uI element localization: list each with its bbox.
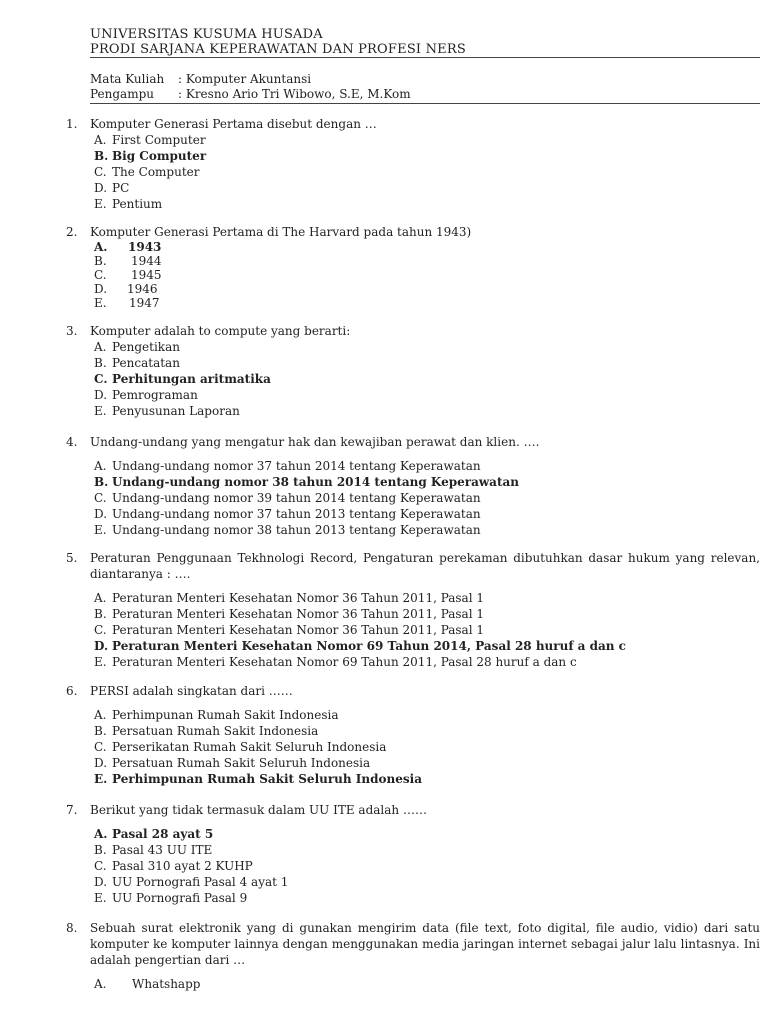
question-8 xyxy=(66,920,760,992)
option-d: D. Persatuan Rumah Sakit Seluruh Indonesia xyxy=(94,756,371,770)
option-a-answer: A. 1943 xyxy=(94,240,162,254)
question-text: Komputer adalah to compute yang berarti: xyxy=(90,324,351,338)
header-rule xyxy=(90,57,760,58)
question-text: Peraturan Penggunaan Tekhnologi Record, Pengaturan perekaman dibutuhkan dasar hukum yang relevan, diantaranya : …. xyxy=(90,551,760,581)
question-5 xyxy=(66,550,760,670)
question-text: Komputer Generasi Pertama di The Harvard pada tahun 1943) xyxy=(90,225,472,239)
university-name: UNIVERSITAS KUSUMA HUSADA xyxy=(90,27,323,42)
question-number: 7. xyxy=(66,803,78,817)
question-text: Berikut yang tidak termasuk dalam UU ITE adalah …… xyxy=(90,803,427,817)
option-b: B. Pencatatan xyxy=(94,356,180,370)
option-a: A. First Computer xyxy=(94,133,206,147)
document-header xyxy=(90,27,760,57)
option-b-answer: B. Big Computer xyxy=(94,149,207,163)
question-number: 1. xyxy=(66,117,78,131)
option-e: E. 1947 xyxy=(94,296,160,310)
option-b-answer: B. Undang-undang nomor 38 tahun 2014 tentang Keperawatan xyxy=(94,475,519,489)
question-4 xyxy=(66,434,760,538)
option-a: A. Undang-undang nomor 37 tahun 2014 tentang Keperawatan xyxy=(94,459,481,473)
lecturer-value: : Kresno Ario Tri Wibowo, S.E, M.Kom xyxy=(178,87,411,101)
option-d: D. Pemrograman xyxy=(94,388,198,402)
option-c: C. Pasal 310 ayat 2 KUHP xyxy=(94,859,253,873)
question-6 xyxy=(66,683,760,787)
question-7 xyxy=(66,802,760,906)
course-info xyxy=(90,72,411,102)
option-d: D. 1946 xyxy=(94,282,158,296)
option-d: D. UU Pornografi Pasal 4 ayat 1 xyxy=(94,875,289,889)
option-e-answer: E. Perhimpunan Rumah Sakit Seluruh Indonesia xyxy=(94,772,422,786)
question-number: 2. xyxy=(66,225,78,239)
option-e: E. Pentium xyxy=(94,197,163,211)
question-number: 8. xyxy=(66,921,78,935)
option-a: A. Whatshapp xyxy=(94,977,201,991)
option-c: C. The Computer xyxy=(94,165,200,179)
lecturer-label: Pengampu xyxy=(90,87,154,101)
meta-rule xyxy=(90,103,760,104)
option-d-answer: D. Peraturan Menteri Kesehatan Nomor 69 Tahun 2014, Pasal 28 huruf a dan c xyxy=(94,639,626,653)
option-c: C. Perserikatan Rumah Sakit Seluruh Indonesia xyxy=(94,740,387,754)
option-b: B. 1944 xyxy=(94,254,162,268)
option-b: B. Pasal 43 UU ITE xyxy=(94,843,213,857)
option-b: B. Peraturan Menteri Kesehatan Nomor 36 Tahun 2011, Pasal 1 xyxy=(94,607,484,621)
question-text: Komputer Generasi Pertama disebut dengan … xyxy=(90,117,377,131)
question-2 xyxy=(66,224,760,310)
question-1 xyxy=(66,116,760,212)
option-a-answer: A. Pasal 28 ayat 5 xyxy=(94,827,214,841)
option-a: A. Pengetikan xyxy=(94,340,180,354)
question-number: 3. xyxy=(66,324,78,338)
question-number: 5. xyxy=(66,551,78,565)
option-c-answer: C. Perhitungan aritmatika xyxy=(94,372,271,386)
option-a: A. Peraturan Menteri Kesehatan Nomor 36 Tahun 2011, Pasal 1 xyxy=(94,591,484,605)
option-e: E. Peraturan Menteri Kesehatan Nomor 69 Tahun 2011, Pasal 28 huruf a dan c xyxy=(94,655,577,669)
question-number: 6. xyxy=(66,684,78,698)
program-name: PRODI SARJANA KEPERAWATAN DAN PROFESI NERS xyxy=(90,42,466,57)
option-b: B. Persatuan Rumah Sakit Indonesia xyxy=(94,724,319,738)
option-e: E. Undang-undang nomor 38 tahun 2013 tentang Keperawatan xyxy=(94,523,481,537)
option-c: C. Undang-undang nomor 39 tahun 2014 tentang Keperawatan xyxy=(94,491,481,505)
course-label: Mata Kuliah xyxy=(90,72,165,86)
question-3 xyxy=(66,323,760,419)
option-a: A. Perhimpunan Rumah Sakit Indonesia xyxy=(94,708,339,722)
question-text: Sebuah surat elektronik yang di gunakan mengirim data (file text, foto digital, file audio, vidio) dari satu komputer ke komputer lainnya dengan menggunakan media jaringan internet sebagai jalur lalu lintasnya. Ini adalah pengertian dari … xyxy=(90,921,760,967)
question-number: 4. xyxy=(66,435,78,449)
option-c: C. Peraturan Menteri Kesehatan Nomor 36 Tahun 2011, Pasal 1 xyxy=(94,623,484,637)
option-c: C. 1945 xyxy=(94,268,162,282)
option-e: E. UU Pornografi Pasal 9 xyxy=(94,891,248,905)
option-d: D. PC xyxy=(94,181,130,195)
course-value: : Komputer Akuntansi xyxy=(178,72,312,86)
question-text: Undang-undang yang mengatur hak dan kewajiban perawat dan klien. …. xyxy=(90,435,540,449)
question-text: PERSI adalah singkatan dari …… xyxy=(90,684,293,698)
option-e: E. Penyusunan Laporan xyxy=(94,404,240,418)
option-d: D. Undang-undang nomor 37 tahun 2013 tentang Keperawatan xyxy=(94,507,481,521)
